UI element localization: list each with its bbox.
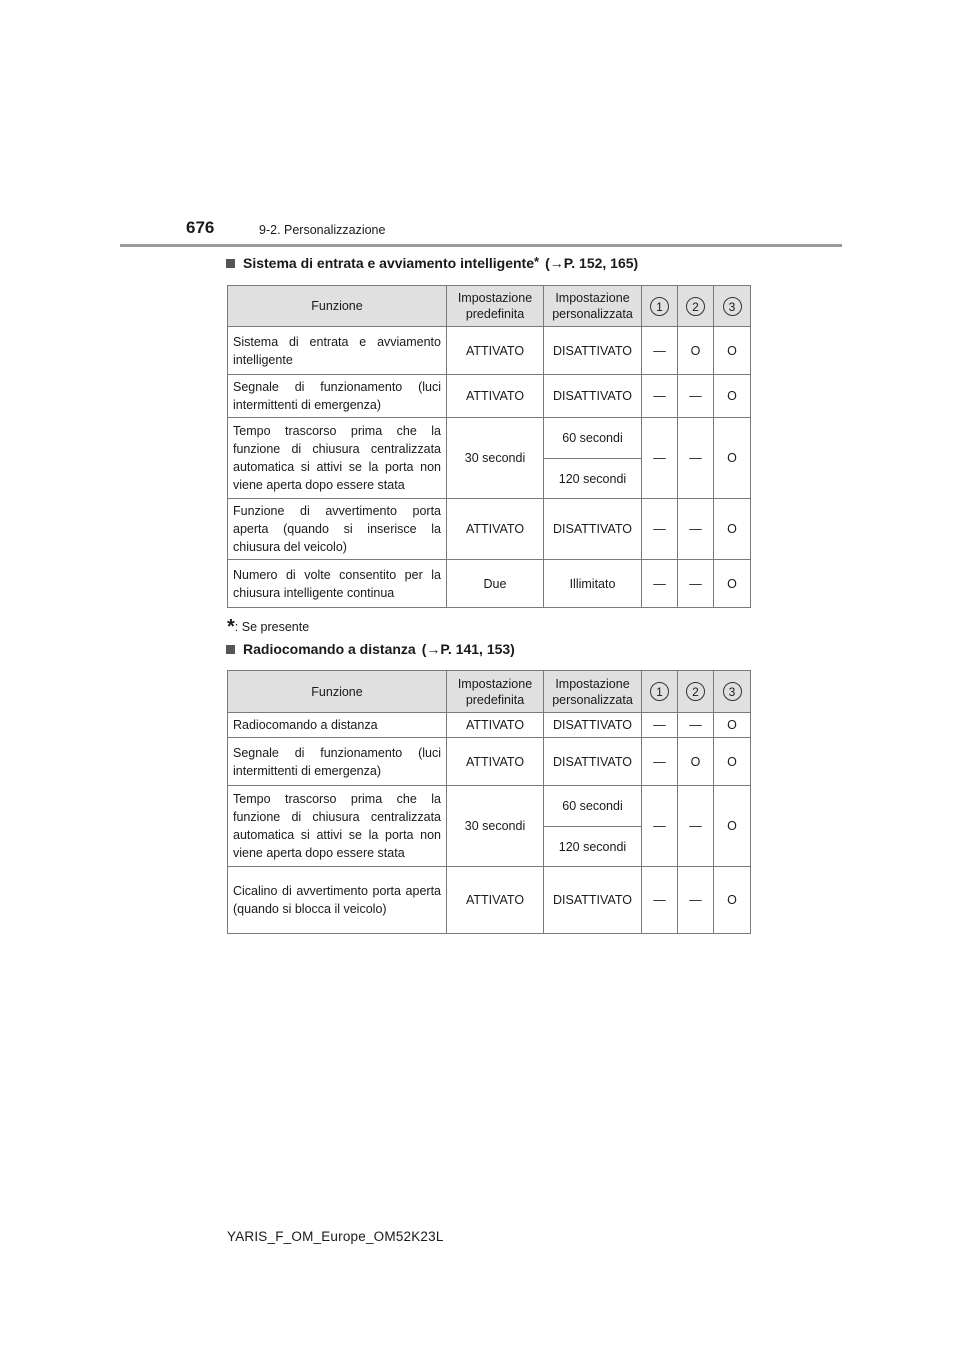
settings-table-1	[227, 285, 751, 608]
section1-page-ref[interactable]: (→P. 152, 165)	[545, 255, 639, 271]
table-row: 120 secondi	[228, 459, 751, 499]
table-row: Segnale di funzionamento (luci intermittenti di emergenza) ATTIVATO DISATTIVATO — O O	[228, 738, 751, 786]
col-default: Impostazione predefinita	[447, 286, 544, 327]
footnote	[227, 614, 309, 637]
col-function: Funzione	[228, 671, 447, 713]
section-title: 9-2. Personalizzazione	[259, 223, 386, 237]
table-header-row	[228, 671, 751, 713]
table-header-row	[228, 286, 751, 327]
number-2-icon: 2	[686, 682, 705, 701]
table-row: 120 secondi	[228, 827, 751, 867]
square-bullet-icon	[226, 645, 235, 654]
table-row: Radiocomando a distanza ATTIVATO DISATTIVATO — — O	[228, 713, 751, 738]
document-id: YARIS_F_OM_Europe_OM52K23L	[227, 1229, 444, 1244]
number-1-icon: 1	[650, 682, 669, 701]
table-row: Segnale di funzionamento (luci intermittenti di emergenza) ATTIVATO DISATTIVATO — — O	[228, 375, 751, 418]
table-row: Tempo trascorso prima che la funzione di chiusura centralizzata automatica si attivi se la porta non viene aperta dopo essere stata 30 secondi 60 secondi — — O	[228, 418, 751, 459]
table-row: Cicalino di avvertimento porta aperta (quando si blocca il veicolo) ATTIVATO DISATTIVATO — — O	[228, 867, 751, 934]
table-row: Sistema di entrata e avviamento intelligente ATTIVATO DISATTIVATO — O O	[228, 327, 751, 375]
settings-table-2	[227, 670, 751, 934]
number-3-icon: 3	[723, 682, 742, 701]
square-bullet-icon	[226, 259, 235, 268]
section1-heading	[226, 255, 638, 271]
section2-page-ref[interactable]: (→P. 141, 153)	[421, 641, 515, 657]
footnote-star: *	[227, 616, 235, 638]
table-row: Funzione di avvertimento porta aperta (quando si inserisce la chiusura del veicolo) ATTIVATO DISATTIVATO — — O	[228, 499, 751, 560]
section2-title: Radiocomando a distanza	[243, 641, 416, 657]
number-3-icon: 3	[723, 297, 742, 316]
col-default: Impostazione predefinita	[447, 671, 544, 713]
section1-title: Sistema di entrata e avviamento intelligente	[243, 255, 534, 271]
col-function: Funzione	[228, 286, 447, 327]
col-custom: Impostazione personalizzata	[544, 286, 642, 327]
section1-star: *	[534, 253, 540, 269]
section2-heading	[226, 641, 515, 657]
table-row: Tempo trascorso prima che la funzione di chiusura centralizzata automatica si attivi se la porta non viene aperta dopo essere stata 30 secondi 60 secondi — — O	[228, 786, 751, 827]
page-number: 676	[186, 218, 215, 237]
header-rule	[120, 244, 842, 247]
number-1-icon: 1	[650, 297, 669, 316]
number-2-icon: 2	[686, 297, 705, 316]
footnote-text: : Se presente	[234, 620, 310, 634]
col-custom: Impostazione personalizzata	[544, 671, 642, 713]
table-row: Numero di volte consentito per la chiusura intelligente continua Due Illimitato — — O	[228, 560, 751, 608]
